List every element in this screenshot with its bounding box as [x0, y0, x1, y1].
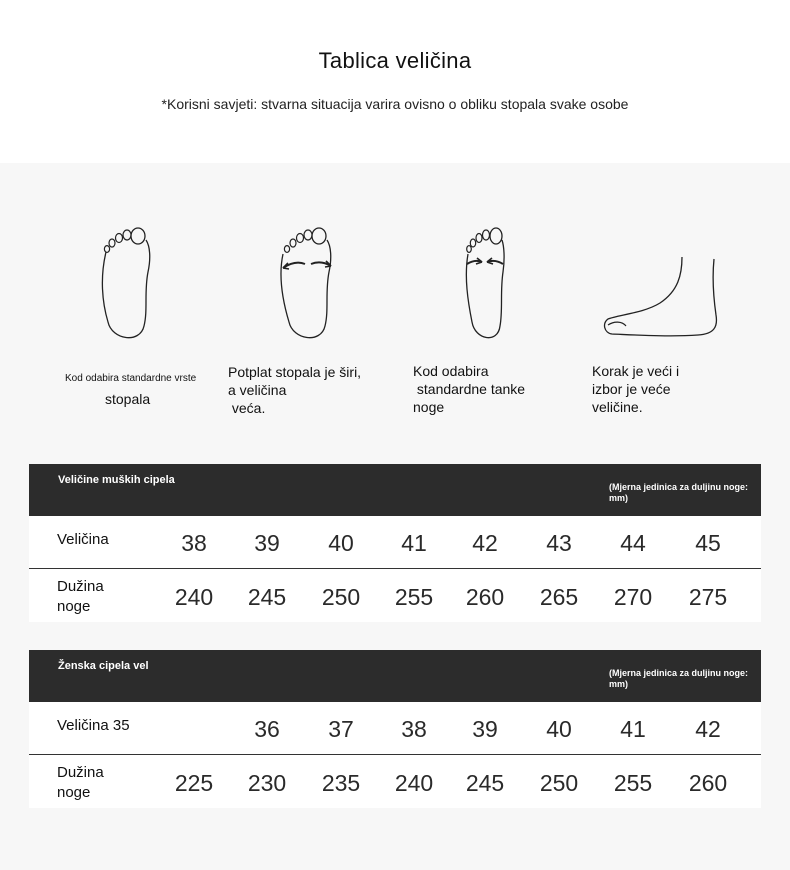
women-size-cell: 39: [472, 716, 498, 742]
foot-standard-icon: [96, 222, 156, 347]
foot-narrow-icon: [460, 222, 515, 347]
men-size-cell: 39: [254, 530, 280, 556]
women-size-cell: 38: [401, 716, 427, 742]
men-length-cell: 270: [613, 584, 653, 610]
page-subtitle: *Korisni savjeti: stvarna situacija varira ovisno o obliku stopala svake osobe: [161, 96, 629, 112]
men-table-title: Veličine muških cipela: [58, 474, 175, 486]
page-title: Tablica veličina: [318, 48, 472, 73]
women-length-cell: 225: [174, 770, 214, 796]
foot-wide-icon: [275, 222, 340, 347]
foot-narrow-caption: Kod odabira standardne tanke noge: [413, 363, 526, 415]
foot-wide-caption: Potplat stopala je širi, a veličina veća.: [228, 364, 362, 416]
women-length-cell: 240: [394, 770, 434, 796]
men-size-cell: 45: [695, 530, 721, 556]
men-size-cell: 42: [472, 530, 498, 556]
men-size-cell: 38: [181, 530, 207, 556]
women-length-cell: 235: [321, 770, 361, 796]
men-size-cell: 40: [328, 530, 354, 556]
men-length-cell: 240: [174, 584, 214, 610]
women-length-cell: 250: [539, 770, 579, 796]
women-table-title: Ženska cipela vel: [58, 660, 149, 672]
men-size-label: Veličina: [57, 531, 109, 548]
women-length-cell: 245: [465, 770, 505, 796]
women-size-cell: 36: [254, 716, 280, 742]
men-table-unit-note: (Mjerna jedinica za duljinu noge: mm): [609, 482, 749, 503]
women-size-table: [29, 650, 761, 808]
women-size-cell: 42: [695, 716, 721, 742]
women-length-cell: 255: [613, 770, 653, 796]
foot-high-arch-icon: [600, 255, 725, 345]
women-length-cell: 230: [247, 770, 287, 796]
foot-standard-caption-small: Kod odabira standardne vrste: [65, 373, 197, 384]
header-section: [0, 0, 790, 163]
men-table-header: [29, 464, 761, 516]
men-size-cell: 44: [620, 530, 646, 556]
women-size-row: [29, 702, 761, 754]
women-size-label: Veličina 35: [57, 717, 130, 734]
women-table-unit-note: (Mjerna jedinica za duljinu noge: mm): [609, 668, 749, 689]
men-length-cell: 260: [465, 584, 505, 610]
men-length-row: [29, 568, 761, 622]
men-length-cell: 275: [688, 584, 728, 610]
women-size-cell: 37: [328, 716, 354, 742]
women-size-cell: 40: [546, 716, 572, 742]
women-size-cell: 41: [620, 716, 646, 742]
men-length-label: Dužina noge: [57, 578, 104, 615]
women-length-label: Dužina noge: [57, 764, 104, 801]
men-size-cell: 43: [546, 530, 572, 556]
foot-standard-caption: stopala: [105, 391, 151, 407]
men-length-cell: 250: [321, 584, 361, 610]
men-length-cell: 255: [394, 584, 434, 610]
foot-high-arch-caption: Korak je veći i izbor je veće veličine.: [592, 363, 680, 415]
women-length-row: [29, 754, 761, 808]
men-length-cell: 245: [247, 584, 287, 610]
men-size-row: [29, 516, 761, 568]
men-length-cell: 265: [539, 584, 579, 610]
men-size-table: [29, 464, 761, 622]
men-size-cell: 41: [401, 530, 427, 556]
women-table-header: [29, 650, 761, 702]
women-length-cell: 260: [688, 770, 728, 796]
